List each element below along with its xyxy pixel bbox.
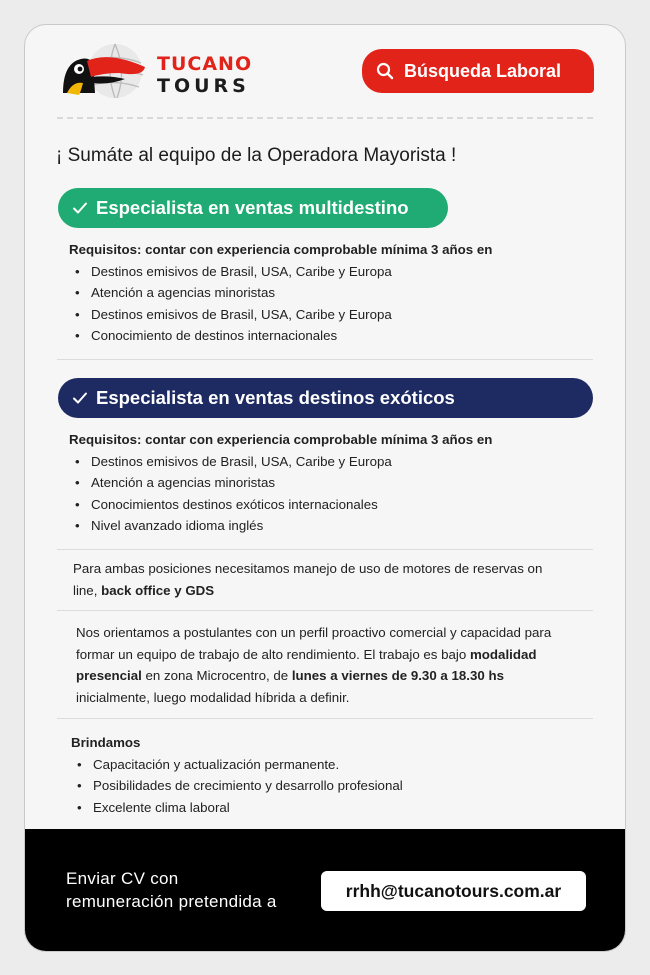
section-divider bbox=[57, 549, 593, 550]
contact-email[interactable]: rrhh@tucanotours.com.ar bbox=[321, 871, 586, 911]
job-search-label: Búsqueda Laboral bbox=[404, 60, 562, 81]
job-posting-card bbox=[24, 24, 626, 952]
requirements-label: Requisitos: contar con experiencia comprobable mínima 3 años en bbox=[69, 242, 493, 257]
list-item: • Nivel avanzado idioma inglés bbox=[69, 515, 492, 537]
list-item: • Posibilidades de crecimiento y desarrollo profesional bbox=[71, 775, 403, 797]
profile-bold-modality: modalidad presencial bbox=[76, 646, 537, 684]
profile-text: Nos orientamos a postulantes con un perfil proactivo comercial y capacidad para formar un equipo de trabajo de alto rendimiento. El trabajo es bajo bbox=[76, 625, 552, 662]
header bbox=[25, 25, 625, 117]
position-title-exoticos bbox=[58, 378, 593, 418]
brand-wordmark bbox=[157, 53, 252, 97]
intro-heading: ¡ Sumáte al equipo de la Operadora Mayorista ! bbox=[56, 145, 457, 166]
benefits-list bbox=[71, 754, 403, 819]
header-divider bbox=[57, 117, 593, 119]
brand-line2: TOURS bbox=[157, 75, 250, 97]
profile-text: inicialmente, luego modalidad híbrida a definir. bbox=[76, 689, 350, 705]
list-item: • Destinos emisivos de Brasil, USA, Caribe y Europa bbox=[69, 451, 492, 473]
both-positions-bold: back office y GDS bbox=[101, 582, 215, 598]
brand-logo bbox=[59, 43, 269, 99]
benefits-section bbox=[71, 732, 403, 818]
profile-paragraph bbox=[76, 622, 566, 708]
list-item: • Capacitación y actualización permanente. bbox=[71, 754, 403, 776]
section-divider bbox=[57, 718, 593, 719]
requirements-list bbox=[69, 261, 492, 347]
section-divider bbox=[57, 610, 593, 611]
benefits-title: Brindamos bbox=[71, 735, 141, 750]
position-title-label: Especialista en ventas multidestino bbox=[96, 197, 409, 218]
footer-instructions bbox=[66, 867, 277, 913]
section-divider bbox=[57, 359, 593, 360]
footer-line2: remuneración pretendida a bbox=[66, 892, 277, 911]
footer-line1: Enviar CV con bbox=[66, 869, 179, 888]
requirements-exoticos bbox=[69, 429, 492, 537]
requirements-multidestino bbox=[69, 239, 492, 347]
list-item: • Atención a agencias minoristas bbox=[69, 282, 492, 304]
list-item: • Conocimientos destinos exóticos internacionales bbox=[69, 494, 492, 516]
check-icon bbox=[72, 201, 88, 215]
profile-bold-schedule: lunes a viernes de 9.30 a 18.30 hs bbox=[291, 668, 504, 684]
list-item: • Conocimiento de destinos internacionales bbox=[69, 325, 492, 347]
list-item: • Destinos emisivos de Brasil, USA, Caribe y Europa bbox=[69, 304, 492, 326]
requirements-list bbox=[69, 451, 492, 537]
footer-cta bbox=[25, 829, 625, 952]
profile-text: en zona Microcentro, de bbox=[141, 668, 292, 684]
brand-line1: TUCANO bbox=[157, 53, 253, 75]
position-title-multidestino bbox=[58, 188, 448, 228]
check-icon bbox=[72, 391, 88, 405]
both-positions-text: Para ambas posiciones necesitamos manejo de uso de motores de reservas on line, bbox=[73, 561, 543, 598]
list-item: • Atención a agencias minoristas bbox=[69, 472, 492, 494]
list-item: • Excelente clima laboral bbox=[71, 797, 403, 819]
search-icon bbox=[376, 62, 394, 80]
requirements-label: Requisitos: contar con experiencia comprobable mínima 3 años en bbox=[69, 432, 493, 447]
toucan-globe-icon bbox=[59, 43, 151, 99]
job-search-button[interactable] bbox=[362, 49, 594, 93]
position-title-label: Especialista en ventas destinos exóticos bbox=[96, 387, 455, 408]
list-item: • Destinos emisivos de Brasil, USA, Caribe y Europa bbox=[69, 261, 492, 283]
both-positions-paragraph bbox=[73, 558, 553, 601]
